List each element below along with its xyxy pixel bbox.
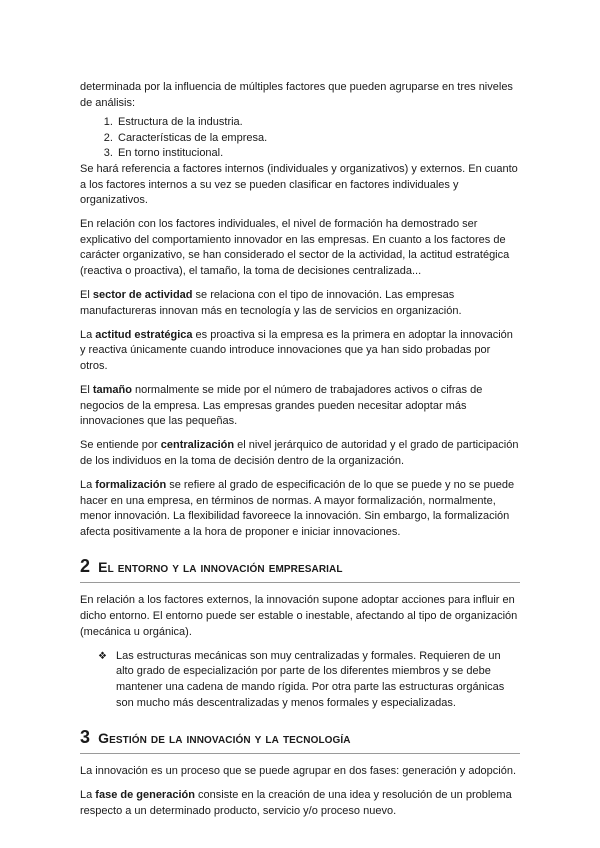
text-run: normalmente se mide por el número de trabajadores activos o cifras de negocios de la empresa. Las empresas grandes pueden necesitar adoptar más innovaciones que las pequeñas. bbox=[80, 384, 483, 428]
text-run: El bbox=[80, 289, 93, 302]
term-sector: sector de actividad bbox=[92, 289, 193, 302]
section-heading-3 bbox=[80, 728, 520, 754]
tamano-paragraph bbox=[80, 383, 520, 430]
text-run: La bbox=[80, 789, 96, 802]
text-run: consiste en la creación de una idea y resolución de un problema respecto a un determinado producto, servicio y/o proceso nuevo. bbox=[80, 789, 512, 817]
individual-factors-paragraph: En relación con los factores individuales, el nivel de formación ha demostrado ser explicativo del comportamiento innovador en las empresas. En cuanto a los factores de carácter organizativo, se han considerado el sector de la actividad, la actitud estratégica (reactiva o proactiva), el tamaño, la toma de decisiones centralizada... bbox=[80, 218, 510, 278]
intro-paragraph: determinada por la influencia de múltiples factores que pueden agruparse en tres niveles de análisis: bbox=[80, 81, 513, 109]
term-formalizacion: formalización bbox=[95, 479, 167, 492]
section-heading-2 bbox=[80, 557, 520, 583]
text-run: se relaciona con el tipo de innovación. Las empresas manufactureras innovan más en tecnología y las de servicios en organización. bbox=[80, 289, 462, 317]
text-run: La bbox=[80, 328, 96, 341]
entorno-paragraph: En relación a los factores externos, la innovación supone adoptar acciones para influir en dicho entorno. El entorno puede ser estable o inestable, afectando al tipo de organización (mecánica u orgánica). bbox=[80, 594, 518, 638]
section-number: 3 bbox=[80, 727, 91, 748]
list-item: 3. En torno institucional. bbox=[116, 146, 520, 162]
text-run: es proactiva si la empresa es la primera en adoptar la innovación y reactiva únicamente cuando introduce innovaciones que ya han sido probadas por otros. bbox=[80, 328, 513, 372]
document-page bbox=[80, 80, 520, 828]
structures-list bbox=[80, 649, 520, 711]
analysis-levels-list bbox=[80, 115, 520, 162]
term-centralizacion: centralización bbox=[160, 439, 235, 452]
innovacion-proceso-paragraph: La innovación es un proceso que se puede agrupar en dos fases: generación y adopción. bbox=[80, 765, 517, 778]
section-title: El entorno y la innovación empresarial bbox=[98, 559, 343, 576]
term-tamano: tamaño bbox=[92, 384, 132, 397]
sector-paragraph bbox=[80, 288, 520, 319]
fase-generacion-paragraph bbox=[80, 788, 520, 819]
term-fase-generacion: fase de generación bbox=[95, 789, 195, 802]
term-actitud: actitud estratégica bbox=[95, 328, 193, 341]
text-run: se refiere al grado de especificación de lo que se puede y no se puede hacer en una empresa, en términos de normas. A mayor formalización, normalmente, menor innovación. La flexibilidad favoreece la innovación. Sin embargo, la formalización afecta positivamente a la hora de proponer e iniciar innovaciones. bbox=[80, 479, 515, 538]
text-run: Se entiende por bbox=[80, 439, 161, 452]
actitud-paragraph bbox=[80, 328, 520, 375]
diamond-bullet-icon: ❖ bbox=[98, 650, 107, 662]
section-title: Gestión de la innovación y la tecnología bbox=[98, 730, 351, 747]
section-number: 2 bbox=[80, 556, 91, 577]
text-run: La bbox=[80, 479, 96, 492]
list-item: 1. Estructura de la industria. bbox=[116, 115, 520, 131]
list-item: 2. Características de la empresa. bbox=[116, 131, 520, 147]
list-item bbox=[98, 649, 520, 711]
list-item-text: Las estructuras mecánicas son muy centralizadas y formales. Requieren de un alto grado de especialización por parte de los diferentes miembros y se debe mantener una cadena de mando rígida. Por otra parte las estructuras orgánicas son mucho más descentralizadas y menos formales y especializadas. bbox=[116, 649, 505, 709]
text-run: El bbox=[80, 384, 93, 397]
text-run: el nivel jerárquico de autoridad y el grado de participación de los individuos en la toma de decisión dentro de la organización. bbox=[80, 439, 519, 467]
factors-paragraph: Se hará referencia a factores internos (individuales y organizativos) y externos. En cuanto a los factores internos a su vez se pueden clasificar en factores individuales y organizativos. bbox=[80, 162, 518, 207]
centralizacion-paragraph bbox=[80, 438, 520, 469]
formalizacion-paragraph bbox=[80, 478, 520, 540]
